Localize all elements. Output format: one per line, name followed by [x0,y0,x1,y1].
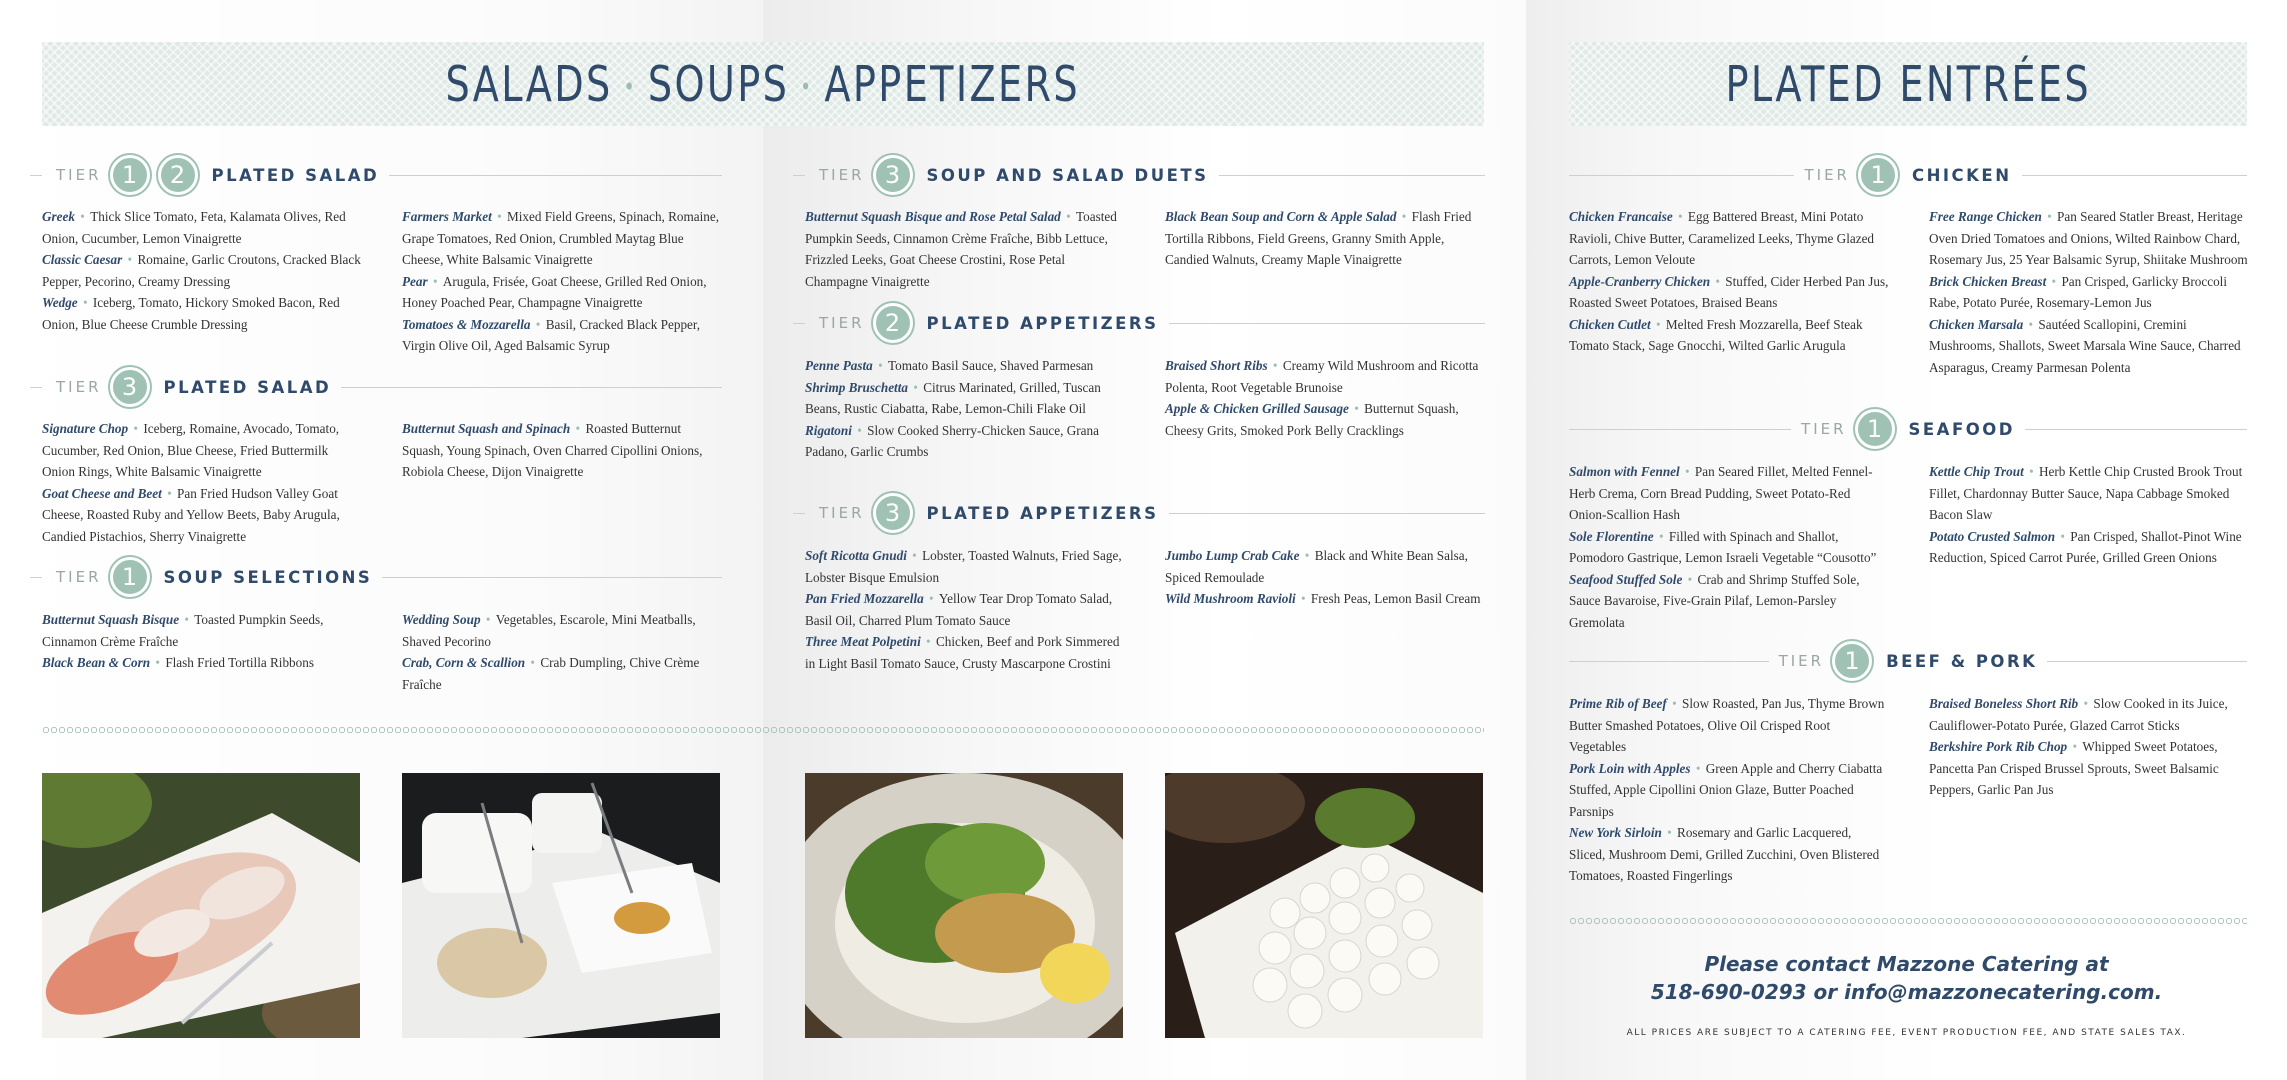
section-title: BEEF & PORK [1886,651,2038,671]
photo-plated-appetizer [805,773,1123,1038]
menu-item-name: Chicken Francaise [1569,209,1673,224]
menu-column [1165,355,1485,441]
menu-item [1929,314,2249,379]
menu-item-name: Crab, Corn & Scallion [402,655,526,670]
menu-item-description: Rosemary and Garlic Lacquered, Sliced, Mushroom Demi, Grilled Zucchini, Oven Blistered Tomatoes, Roasted Fingerlings [1569,825,1880,883]
bullet-separator: • [429,273,441,289]
bullet-separator: • [1301,548,1313,563]
section-title: CHICKEN [1911,165,2012,185]
menu-item-name: Black Bean & Corn [42,655,151,670]
menu-item [1929,736,2249,801]
bullet-separator: • [908,548,921,563]
menu-item-name: Butternut Squash Bisque and Rose Petal Salad [805,209,1061,224]
menu-item [1569,461,1889,526]
tier-label: TIER [1778,652,1825,670]
menu-item [805,420,1125,463]
tier-label: TIER [819,314,865,332]
menu-item-description: Melted Fresh Mozzarella, Beef Steak Tomato Stack, Sage Gnocchi, Wilted Garlic Arugula [1569,316,1863,353]
menu-item-description: Arugula, Frisée, Goat Cheese, Grilled Red Onion, Honey Poached Pear, Champagne Vinaigrette [402,273,707,310]
tier-badge [1858,155,1898,195]
menu-item-description: Stuffed, Cider Herbed Pan Jus, Roasted Sweet Potatoes, Braised Beans [1569,273,1889,310]
menu-item [42,206,362,249]
menu-item-description: Pan Crisped, Garlicky Broccoli Rabe, Potato Purée, Rosemary-Lemon Jus [1929,273,2227,310]
menu-item-description: Slow Roasted, Pan Jus, Thyme Brown Butter Smashed Potatoes, Olive Oil Crisped Root Vegetables [1569,696,1885,754]
bullet-separator: • [1269,358,1281,373]
menu-item-description: Filled with Spinach and Shallot, Pomodoro Gastrique, Lemon Israeli Vegetable “Cousotto” [1569,528,1877,565]
section-title: PLATED SALAD [163,377,332,397]
tier-rule [793,323,805,324]
tier-label: TIER [56,568,102,586]
bullet-separator: • [853,422,866,438]
menu-column [42,206,362,335]
menu-item-name: New York Sirloin [1569,825,1662,840]
bullet-separator: • [181,612,193,627]
menu-item-description: Flash Fried Tortilla Ribbons [165,655,314,670]
menu-item-description: Slow Cooked in its Juice, Cauliflower-Potato Purée, Glazed Carrot Sticks [1929,696,2228,733]
menu-item [805,377,1125,420]
menu-item [1569,206,1889,271]
menu-item-name: Salmon with Fennel [1569,464,1680,479]
bullet-separator: • [909,379,922,395]
menu-item-description: Sautéed Scallopini, Cremini Mushrooms, Shallots, Sweet Marsala Wine Sauce, Charred Asparagus, Creamy Parmesan Polenta [1929,316,2241,375]
menu-item [42,418,362,483]
menu-item-description: Yellow Tear Drop Tomato Salad, Basil Oil, Charred Plum Tomato Sauce [805,591,1113,628]
menu-column [805,206,1125,292]
bullet-separator: • [1684,571,1696,587]
tier-number: 3 [884,161,901,189]
bullet-separator: • [2069,739,2081,754]
menu-item [1165,355,1485,398]
bullet-separator: • [874,358,886,373]
menu-item-description: Toasted Pumpkin Seeds, Cinnamon Crème Fraîche, Bibb Lettuce, Frizzled Leeks, Goat Cheese Crostini, Rose Petal Champagne Vinaigrette [805,209,1117,289]
menu-item [402,271,722,314]
bullet-separator: • [493,209,505,224]
menu-item-description: Butternut Squash, Cheesy Grits, Smoked Pork Belly Cracklings [1165,401,1459,438]
bullet-separator: • [130,421,142,436]
menu-item [42,249,362,292]
menu-column [1929,461,2249,569]
menu-item-name: Black Bean Soup and Corn & Apple Salad [1165,209,1397,224]
photo-mozzarella [1165,773,1483,1038]
contact-line-1: Please contact Mazzone Catering at [1704,952,2109,976]
bullet-separator: • [482,612,494,627]
menu-item-name: Butternut Squash and Spinach [402,421,571,436]
bullet-separator: • [1652,316,1664,332]
tier-rule [1169,323,1485,324]
menu-item [805,588,1125,631]
title-appetizers: APPETIZERS [824,55,1081,113]
menu-column [805,545,1125,674]
menu-column [402,609,722,695]
menu-item [42,652,362,674]
menu-item-description: Herb Kettle Chip Crusted Brook Trout Fillet, Chardonnay Butter Sauce, Napa Cabbage Smoked Bacon Slaw [1929,464,2243,522]
menu-item-description: Romaine, Garlic Croutons, Cracked Black Pepper, Pecorino, Creamy Dressing [42,252,361,289]
tier-rule [1569,661,1769,662]
bullet-separator: • [76,209,89,224]
section-header [793,301,1485,345]
title-dot: • [800,73,814,101]
title-dot: • [623,73,638,101]
menu-item [805,206,1125,292]
tier-number: 1 [1844,647,1860,675]
menu-item [1165,588,1485,610]
menu-item-name: Wedge [42,295,78,310]
menu-item [1569,526,1889,569]
menu-column [1929,206,2249,378]
bullet-separator: • [2048,273,2060,289]
bullet-separator: • [2025,464,2037,479]
menu-item-name: Three Meat Polpetini [805,634,921,649]
tier-rule [1569,175,1794,176]
menu-item-description: Thick Slice Tomato, Feta, Kalamata Olives, Red Onion, Cucumber, Lemon Vinaigrette [42,209,346,246]
menu-column [402,418,722,483]
menu-item-name: Wild Mushroom Ravioli [1165,591,1296,606]
bullet-separator: • [1674,209,1686,224]
menu-item [1929,461,2249,526]
menu-item-description: Mixed Field Greens, Spinach, Romaine, Grape Tomatoes, Red Onion, Crumbled Maytag Blue Cheese, White Balsamic Vinaigrette [402,209,720,267]
menu-item-description: Roasted Butternut Squash, Young Spinach, Oven Charred Cipollini Onions, Robiola Cheese, Dijon Vinaigrette [402,421,703,479]
section-header [793,491,1485,535]
menu-item-name: Farmers Market [402,209,492,224]
menu-item [1929,206,2249,271]
menu-item-name: Seafood Stuffed Sole [1569,571,1683,587]
contact-info [1526,950,2287,1006]
menu-item-name: Pork Loin with Apples [1569,760,1691,776]
menu-item-description: Slow Cooked Sherry-Chicken Sauce, Grana Padano, Garlic Crumbs [805,422,1099,459]
section-header [1569,153,2247,197]
menu-item [1929,693,2249,736]
bullet-separator: • [922,634,934,649]
wave-divider [42,726,1484,734]
menu-item-name: Rigatoni [805,422,852,438]
tier-label: TIER [56,166,102,184]
bullet-separator: • [79,295,91,310]
menu-column [42,418,362,547]
tier-rule [389,175,722,176]
menu-item-name: Greek [42,209,75,224]
menu-item-name: Butternut Squash Bisque [42,612,180,627]
section-header [1569,407,2247,451]
pricing-disclaimer: ALL PRICES ARE SUBJECT TO A CATERING FEE, EVENT PRODUCTION FEE, AND STATE SALES TAX. [1626,1028,2187,1038]
tier-number: 1 [121,563,138,591]
menu-item [42,292,362,335]
menu-item [1165,545,1485,588]
menu-item-description: Toasted Pumpkin Seeds, Cinnamon Crème Fraîche [42,612,324,649]
bullet-separator: • [1681,464,1693,479]
section-title: SOUP SELECTIONS [163,567,373,587]
tier-badge [873,303,913,343]
tier-rule [2022,175,2247,176]
menu-column [1569,206,1889,357]
bullet-separator: • [163,485,175,501]
menu-item [1569,758,1889,823]
tier-badge [1832,641,1872,681]
menu-column [42,609,362,674]
menu-item [1569,693,1889,758]
section-title: PLATED SALAD [211,165,380,185]
menu-item-description: Fresh Peas, Lemon Basil Cream [1310,591,1481,606]
menu-item-description: Lobster, Toasted Walnuts, Fried Sage, Lobster Bisque Emulsion [805,548,1122,585]
tier-rule [382,577,722,578]
section-header [30,555,722,599]
section-title: PLATED APPETIZERS [926,503,1159,523]
bullet-separator: • [2057,528,2069,544]
menu-item [1569,314,1889,357]
bullet-separator: • [1668,696,1681,711]
menu-item-description: Crab Dumpling, Chive Crème Fraîche [402,655,700,692]
title-soups: SOUPS [648,55,790,113]
menu-item-description: Vegetables, Escarole, Mini Meatballs, Shaved Pecorino [402,612,696,649]
tier-rule [1219,175,1485,176]
menu-item-description: Crab and Shrimp Stuffed Sole, Sauce Bavaroise, Five-Grain Pilaf, Lemon-Parsley Gremolata [1569,571,1860,630]
menu-column [1929,693,2249,801]
menu-item [805,545,1125,588]
tier-rule [30,577,42,578]
page-title [446,56,1081,113]
menu-item [402,609,722,652]
menu-item-name: Chicken Cutlet [1569,316,1651,332]
bullet-separator: • [527,655,539,670]
bullet-separator: • [532,316,544,332]
menu-item-description: Pan Crisped, Shallot-Pinot Wine Reduction, Spiced Carrot Purée, Grilled Green Onions [1929,528,2242,565]
menu-column [805,355,1125,463]
menu-item-description: Black and White Bean Salsa, Spiced Remoulade [1165,548,1468,585]
bullet-separator: • [1398,209,1410,224]
menu-item-description: Iceberg, Tomato, Hickory Smoked Bacon, Red Onion, Blue Cheese Crumble Dressing [42,295,340,332]
salads-soups-appetizers-banner [42,42,1484,126]
menu-item-description: Whipped Sweet Potatoes, Pancetta Pan Crisped Brussel Sprouts, Sweet Balsamic Peppers, Garlic Pan Jus [1929,739,2219,797]
menu-item-name: Tomatoes & Mozzarella [402,316,531,332]
menu-item [1165,398,1485,441]
menu-item [1569,822,1889,887]
menu-item-name: Apple-Cranberry Chicken [1569,273,1711,289]
section-title: PLATED APPETIZERS [926,313,1159,333]
entrees-title: PLATED ENTRÉES [1725,55,2091,113]
tier-rule [793,513,805,514]
bullet-separator: • [1663,825,1676,840]
bullet-separator: • [1350,401,1363,416]
menu-item [402,418,722,483]
menu-item [402,652,722,695]
menu-item-name: Potato Crusted Salmon [1929,528,2056,544]
menu-item [42,609,362,652]
tier-badge [110,367,150,407]
section-title: SEAFOOD [1908,419,2015,439]
menu-item [1165,206,1485,271]
menu-item-description: Pan Fried Hudson Valley Goat Cheese, Roasted Ruby and Yellow Beets, Baby Arugula, Candied Pistachios, Sherry Vinaigrette [42,485,340,544]
menu-item [402,314,722,357]
tier-label: TIER [1804,166,1850,184]
menu-column [1165,545,1485,610]
menu-item [1929,526,2249,569]
contact-line-2[interactable]: 518-690-0293 or info@mazzonecatering.com. [1650,980,2163,1004]
bullet-separator: • [1062,209,1074,224]
menu-column [1165,206,1485,271]
bullet-separator: • [152,655,164,670]
menu-item-description: Chicken, Beef and Pork Simmered in Light Basil Tomato Sauce, Crusty Mascarpone Crostini [805,634,1120,671]
bullet-separator: • [2043,209,2056,224]
menu-item-name: Braised Boneless Short Rib [1929,696,2079,711]
menu-item-name: Penne Pasta [805,358,873,373]
menu-item-name: Soft Ricotta Gnudi [805,548,907,563]
tier-badge [110,155,150,195]
menu-item-description: Tomato Basil Sauce, Shaved Parmesan [888,358,1094,373]
tier-badge [873,493,913,533]
menu-item [402,206,722,271]
menu-item [1569,271,1889,314]
menu-item-description: Pan Seared Fillet, Melted Fennel-Herb Crema, Corn Bread Pudding, Sweet Potato-Red Onion-Scallion Hash [1569,464,1873,522]
menu-item-description: Citrus Marinated, Grilled, Tuscan Beans, Rustic Ciabatta, Rabe, Lemon-Chili Flake Oil [805,379,1101,416]
menu-column [1569,693,1889,887]
menu-item-description: Basil, Cracked Black Pepper, Virgin Olive Oil, Aged Balsamic Syrup [402,316,701,353]
section-header [30,365,722,409]
bullet-separator: • [1712,273,1724,289]
bullet-separator: • [2080,696,2092,711]
title-salads: SALADS [445,55,613,113]
menu-column [1569,461,1889,633]
menu-item-name: Berkshire Pork Rib Chop [1929,739,2068,754]
menu-item [42,483,362,548]
bullet-separator: • [1297,591,1309,606]
wave-divider [1569,917,2247,925]
tier-rule [2047,661,2247,662]
tier-label: TIER [819,166,865,184]
bullet-separator: • [124,252,136,267]
menu-item-name: Kettle Chip Trout [1929,464,2024,479]
bullet-separator: • [2025,316,2037,332]
section-header [1569,639,2247,683]
tier-label: TIER [1801,420,1847,438]
menu-item-description: Iceberg, Romaine, Avocado, Tomato, Cucumber, Red Onion, Blue Cheese, Fried Buttermilk Onion Rings, White Balsamic Vinaigrette [42,421,340,479]
menu-item [1929,271,2249,314]
menu-item [805,631,1125,674]
menu-item-description: Flash Fried Tortilla Ribbons, Field Greens, Granny Smith Apple, Candied Walnuts, Creamy Maple Vinaigrette [1165,209,1472,267]
menu-item-name: Chicken Marsala [1929,316,2024,332]
tier-rule [30,387,42,388]
menu-item-description: Creamy Wild Mushroom and Ricotta Polenta, Root Vegetable Brunoise [1165,358,1479,395]
tier-rule [1169,513,1485,514]
menu-item-name: Wedding Soup [402,612,481,627]
menu-item-name: Brick Chicken Breast [1929,273,2047,289]
tier-label: TIER [819,504,865,522]
tier-number: 3 [121,373,138,401]
section-header [30,153,722,197]
menu-item-description: Green Apple and Cherry Ciabatta Stuffed, Apple Cipollini Onion Glaze, Butter Poached Parsnips [1569,760,1883,819]
menu-item-name: Apple & Chicken Grilled Sausage [1165,401,1349,416]
photo-appetizers [402,773,720,1038]
tier-number: 3 [884,499,901,527]
photo-salad [42,773,360,1038]
bullet-separator: • [1655,528,1667,544]
tier-rule [2025,429,2247,430]
tier-label: TIER [56,378,102,396]
tier-rule [30,175,42,176]
section-title: SOUP AND SALAD DUETS [926,165,1209,185]
menu-item-name: Shrimp Bruschetta [805,379,908,395]
menu-item [805,355,1125,377]
tier-rule [341,387,722,388]
menu-item-name: Jumbo Lump Crab Cake [1165,548,1300,563]
menu-item-description: Pan Seared Statler Breast, Heritage Oven Dried Tomatoes and Onions, Wilted Rainbow Chard, Rosemary Jus, 25 Year Balsamic Syrup, Shiitake Mushroom [1929,209,2248,267]
tier-badge [1855,409,1895,449]
tier-number: 1 [121,161,138,189]
menu-item-name: Pear [402,273,428,289]
bullet-separator: • [572,421,584,436]
menu-item-name: Prime Rib of Beef [1569,696,1667,711]
menu-item-name: Goat Cheese and Beet [42,485,162,501]
menu-item-name: Free Range Chicken [1929,209,2042,224]
menu-item-name: Signature Chop [42,421,129,436]
plated-entrees-banner [1569,42,2247,126]
menu-item [1569,569,1889,634]
menu-item-name: Sole Florentine [1569,528,1654,544]
menu-item-name: Pan Fried Mozzarella [805,591,924,606]
menu-item-description: Egg Battered Breast, Mini Potato Ravioli, Chive Butter, Caramelized Leeks, Thyme Glazed Carrots, Lemon Veloute [1569,209,1875,267]
tier-badge [110,557,150,597]
menu-item-name: Braised Short Ribs [1165,358,1268,373]
bullet-separator: • [1692,760,1704,776]
tier-badge [158,155,198,195]
menu-column [402,206,722,357]
bullet-separator: • [925,591,937,606]
section-header [793,153,1485,197]
tier-badge [873,155,913,195]
tier-number: 1 [1870,161,1886,189]
tier-number: 2 [884,309,901,337]
tier-rule [793,175,805,176]
tier-number: 2 [169,161,186,189]
tier-rule [1569,429,1791,430]
menu-item-name: Classic Caesar [42,252,123,267]
tier-number: 1 [1866,415,1883,443]
